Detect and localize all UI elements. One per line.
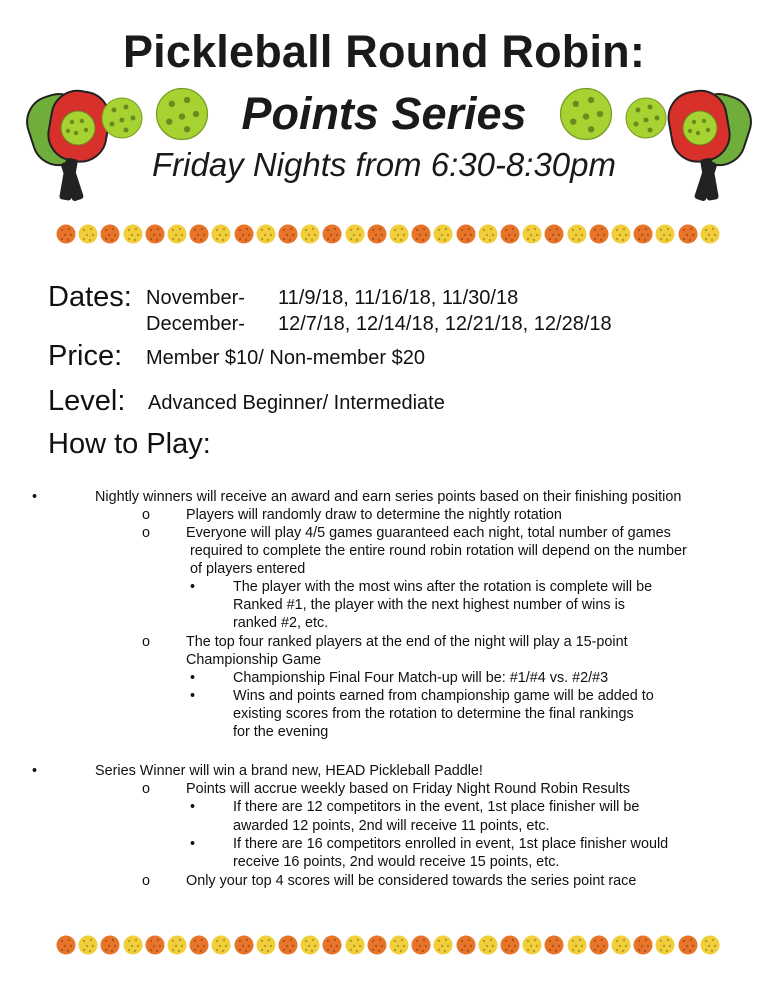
pickleball-icon <box>367 224 387 244</box>
pickleball-icon <box>500 224 520 244</box>
pickleball-icon <box>611 224 631 244</box>
sub-bullet-marker: o <box>142 873 151 889</box>
pickleball-icon <box>300 224 320 244</box>
rule-line: Championship Final Four Match-up will be: #1/#4 vs. #2/#3 <box>233 670 609 686</box>
pickleball-icon <box>167 935 187 955</box>
november-label: November- <box>146 287 245 309</box>
pickleball-icon <box>433 935 453 955</box>
december-dates: 12/7/18, 12/14/18, 12/21/18, 12/28/18 <box>278 313 612 335</box>
pickleball-icon <box>100 96 144 140</box>
pickleball-icon <box>78 935 98 955</box>
pickleball-icon <box>145 935 165 955</box>
pickleball-icon <box>234 224 254 244</box>
rule-line: If there are 16 competitors enrolled in event, 1st place finisher would <box>233 836 669 852</box>
rule-line: awarded 12 points, 2nd will receive 11 points, etc. <box>233 818 550 834</box>
pickleball-icon <box>211 935 231 955</box>
pickleball-icon <box>411 224 431 244</box>
bullet-marker: • <box>190 688 196 704</box>
pickleball-icon <box>167 224 187 244</box>
pickleball-icon <box>700 224 720 244</box>
pickleball-icon <box>411 935 431 955</box>
page-subtitle: Points Series <box>241 88 527 139</box>
pickleball-icon <box>655 224 675 244</box>
november-dates: 11/9/18, 11/16/18, 11/30/18 <box>278 287 519 309</box>
pickleball-icon <box>345 935 365 955</box>
sub-bullet-marker: o <box>142 781 151 797</box>
page-title: Pickleball Round Robin: <box>122 26 646 77</box>
pickleball-icon <box>500 935 520 955</box>
pickleball-icon <box>456 935 476 955</box>
pickleball-icon <box>56 935 76 955</box>
bullet-marker: • <box>190 836 196 852</box>
pickleball-icon <box>624 96 668 140</box>
pickleball-icon <box>678 935 698 955</box>
rule-line: Series Winner will win a brand new, HEAD Pickleball Paddle! <box>95 763 483 779</box>
pickleball-icon <box>154 86 210 142</box>
top-ball-border <box>56 223 720 245</box>
pickleball-icon <box>145 224 165 244</box>
pickleball-icon <box>567 935 587 955</box>
pickleball-icon <box>456 224 476 244</box>
how-to-play-heading: How to Play: <box>48 428 211 460</box>
pickleball-icon <box>678 224 698 244</box>
pickleball-icon <box>633 224 653 244</box>
price-label: Price: <box>48 340 123 372</box>
pickleball-icon <box>123 224 143 244</box>
sub-bullet-marker: o <box>142 525 151 541</box>
pickleball-icon <box>389 935 409 955</box>
rule-line: Points will accrue weekly based on Friday Night Round Robin Results <box>186 781 630 797</box>
sub-bullet-marker: o <box>142 507 151 523</box>
pickleball-icon <box>611 935 631 955</box>
pickleball-icon <box>189 224 209 244</box>
pickleball-icon <box>522 224 542 244</box>
bullet-marker: • <box>190 670 196 686</box>
pickleball-icon <box>278 935 298 955</box>
pickleball-icon <box>100 935 120 955</box>
pickleball-icon <box>478 224 498 244</box>
pickleball-icon <box>322 935 342 955</box>
rule-line: Ranked #1, the player with the next highest number of wins is <box>233 597 625 613</box>
pickleball-icon <box>211 224 231 244</box>
bullet-marker: • <box>190 579 196 595</box>
rule-line: Nightly winners will receive an award and earn series points based on their finishing position <box>95 489 682 505</box>
rule-line: Everyone will play 4/5 games guaranteed each night, total number of games <box>186 525 671 541</box>
pickleball-icon <box>100 224 120 244</box>
sub-bullet-marker: o <box>142 634 151 650</box>
pickleball-paddle-icon <box>660 88 756 208</box>
pickleball-icon <box>123 935 143 955</box>
pickleball-icon <box>589 224 609 244</box>
pickleball-icon <box>558 86 614 142</box>
rule-line: existing scores from the rotation to determine the final rankings <box>233 706 634 722</box>
rule-line: receive 16 points, 2nd would receive 15 points, etc. <box>233 854 560 870</box>
rule-line: of players entered <box>190 561 306 577</box>
level-value: Advanced Beginner/ Intermediate <box>148 392 445 414</box>
rule-line: ranked #2, etc. <box>233 615 329 631</box>
pickleball-icon <box>56 224 76 244</box>
rule-line: The player with the most wins after the rotation is complete will be <box>233 579 653 595</box>
level-label: Level: <box>48 385 126 417</box>
event-schedule-tagline: Friday Nights from 6:30-8:30pm <box>151 146 616 183</box>
rule-line: required to complete the entire round robin rotation will depend on the number <box>190 543 687 559</box>
pickleball-icon <box>322 224 342 244</box>
rule-line: Wins and points earned from championship game will be added to <box>233 688 654 704</box>
pickleball-icon <box>189 935 209 955</box>
pickleball-icon <box>522 935 542 955</box>
rule-line: Championship Game <box>186 652 322 668</box>
pickleball-icon <box>256 935 276 955</box>
pickleball-icon <box>300 935 320 955</box>
pickleball-icon <box>256 224 276 244</box>
december-label: December- <box>146 313 245 335</box>
pickleball-icon <box>633 935 653 955</box>
rule-line: Players will randomly draw to determine the nightly rotation <box>186 507 562 523</box>
pickleball-icon <box>345 224 365 244</box>
pickleball-icon <box>589 935 609 955</box>
bullet-marker: • <box>32 489 38 505</box>
pickleball-icon <box>389 224 409 244</box>
pickleball-icon <box>367 935 387 955</box>
pickleball-icon <box>78 224 98 244</box>
pickleball-icon <box>567 224 587 244</box>
rule-line: Only your top 4 scores will be considered towards the series point race <box>186 873 637 889</box>
pickleball-icon <box>544 224 564 244</box>
pickleball-icon <box>544 935 564 955</box>
pickleball-icon <box>655 935 675 955</box>
bullet-marker: • <box>190 799 196 815</box>
bottom-ball-border <box>56 934 720 956</box>
rule-line: If there are 12 competitors in the event, 1st place finisher will be <box>233 799 640 815</box>
price-value: Member $10/ Non-member $20 <box>146 347 426 369</box>
pickleball-icon <box>478 935 498 955</box>
pickleball-icon <box>433 224 453 244</box>
rule-line: The top four ranked players at the end of the night will play a 15-point <box>186 634 628 650</box>
pickleball-icon <box>700 935 720 955</box>
dates-label: Dates: <box>48 281 132 313</box>
pickleball-icon <box>278 224 298 244</box>
bullet-marker: • <box>32 763 38 779</box>
rule-line: for the evening <box>233 724 329 740</box>
pickleball-icon <box>234 935 254 955</box>
